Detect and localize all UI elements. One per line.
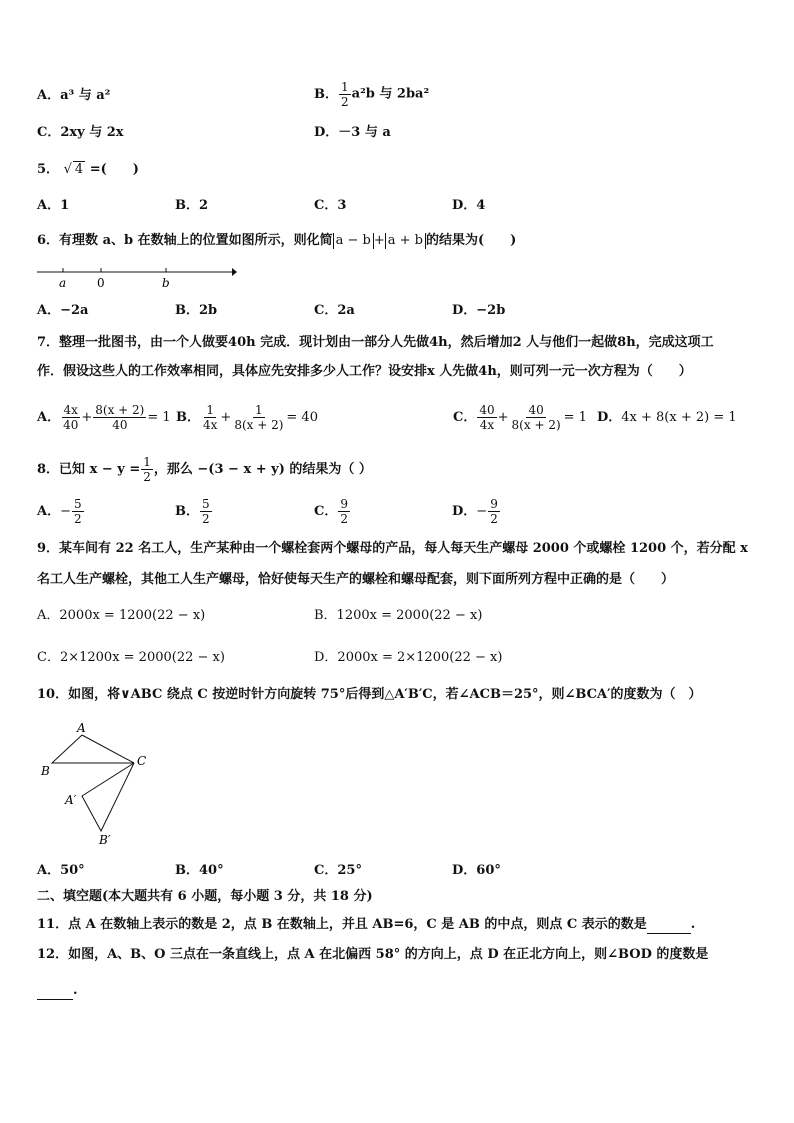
q5-stem [37,161,139,178]
q7-b-letter: B． [176,410,200,425]
q7-b-plus: + [220,410,232,425]
q11-stem [37,917,695,934]
q6-plus: + [373,233,385,248]
q8-stem-mid: ，那么 −(3 − x + y) 的结果为（ ） [153,462,372,477]
q4-option-a [37,88,110,104]
section-heading-fill-in: 二、填空题(本大题共有 6 小题，每小题 3 分，共 18 分) [37,889,373,904]
q7-c-f2-num: 40 [528,403,544,417]
q8-b-num: 5 [202,497,210,511]
q5-number: 5． [37,162,60,177]
q11-answer-blank [647,917,691,934]
q6-stem [37,233,516,249]
axis-label-b: b [162,276,170,290]
q8-a-den: 2 [74,512,82,526]
label-A: A [77,721,86,735]
triangle-abc [52,735,134,763]
q6-abs-1: a − b [333,233,374,249]
q7-stem-line2: 作．假设这些人的工作效率相同，具体应先安排多少人工作？设安排x 人先做4h，则可列一元一次方程为（ ） [37,364,692,379]
q10-stem: 10．如图，将∨ABC 绕点 C 按逆时针方向旋转 75°后得到△A′B′C，若∠ACB＝25°，则∠BCA′的度数为（ ） [37,687,702,702]
q7-b-f2-den: 8(x + 2) [234,418,284,432]
q8-c-letter: C． [314,504,338,519]
axis-label-0: 0 [97,276,105,290]
q4-d-text: －3 与 a [338,125,391,140]
q8-d-letter: D． [452,504,477,519]
q7-c-f1-num: 40 [479,403,495,417]
q8-frac-den: 2 [143,470,151,484]
q9-stem-line2: 名工人生产螺栓，其他工人生产螺母，恰好使每天生产的螺栓和螺母配套，则下面所列方程中正确的是（ ） [37,572,675,587]
q7-b-f1-den: 4x [203,418,218,432]
q8-option-c [314,494,351,530]
q4-b-num: 1 [341,80,349,94]
q8-d-den: 2 [490,512,498,526]
label-C: C [137,754,147,768]
q8-a-sign: − [60,504,71,519]
q6-option-b: B．2b [175,303,218,318]
q4-a-text: a³ 与 a² [60,88,111,103]
q4-option-c [37,125,124,141]
q9-option-a: A．2000x = 1200(22 − x) [37,608,206,623]
q7-a-f2-num: 8(x + 2) [95,403,145,417]
q7-c-f1-den: 4x [479,418,495,432]
q7-d-letter: D． [597,410,622,425]
q7-option-d [597,398,737,438]
q7-b-f1-num: 1 [206,403,215,417]
label-A-prime: A′ [65,793,77,807]
q4-b-fraction [339,80,351,109]
q7-a-f2-den: 40 [112,418,128,432]
q6-stem-tail: 的结果为( ) [426,233,517,248]
q8-b-den: 2 [202,512,210,526]
q5-radicand: 4 [74,162,84,177]
q12-stem: 12．如图，A、B、O 三点在一条直线上，点 A 在北偏西 58° 的方向上，点 D 在正北方向上，则∠BOD 的度数是 [37,947,709,962]
arrow-right-icon [232,268,237,276]
q4-option-b [314,80,429,109]
q9-option-b: B．1200x = 2000(22 − x) [314,608,483,623]
q8-c-den: 2 [340,512,348,526]
q6-number-line [37,262,237,292]
q8-option-d [452,494,501,530]
q5-option-b: B．2 [175,198,209,213]
q8-frac-num: 1 [143,455,151,469]
q5-option-c: C．3 [314,198,347,213]
q6-option-d: D．−2b [452,303,506,318]
q8-a-letter: A． [37,504,61,519]
label-B-prime: B′ [99,833,111,847]
q9-option-c: C．2×1200x = 2000(22 − x) [37,650,225,665]
q8-d-sign: − [476,504,488,519]
q10-rotation-figure [37,718,167,848]
q9-stem-line1: 9．某车间有 22 名工人，生产某种由一个螺栓套两个螺母的产品，每人每天生产螺母 2000 个或螺栓 1200 个，若分配 x [37,541,748,556]
sqrt-sign-icon: √ [63,162,72,177]
q12-answer-line [37,983,78,1000]
q10-option-d: D．60° [452,863,501,878]
q4-b-letter: B． [314,86,338,102]
q6-option-c: C．2a [314,303,355,318]
q7-c-letter: C． [453,410,477,425]
q6-stem-head: 6．有理数 a、b 在数轴上的位置如图所示，则化简 [37,233,333,248]
q4-option-d [314,125,391,141]
q9-option-d: D．2000x = 2×1200(22 − x) [314,650,503,665]
q7-option-a [37,398,171,438]
q7-b-f2-num: 1 [255,403,263,417]
q7-option-c [453,398,587,438]
q8-a-num: 5 [74,497,82,511]
q8-stem [37,452,372,488]
q11-text: 11．点 A 在数轴上表示的数是 2，点 B 在数轴上，并且 AB=6，C 是 AB 的中点，则点 C 表示的数是 [37,917,647,932]
q8-d-num: 9 [490,497,498,511]
q5-tail: =( ) [89,162,139,177]
q12-tail: . [73,983,78,998]
q7-a-f1-num: 4x [63,403,78,417]
q7-option-b [176,398,318,438]
q6-abs-2: a + b [385,233,426,249]
q7-a-letter: A． [37,410,61,425]
q11-tail: . [690,917,696,932]
q4-c-letter: C． [37,125,61,140]
q7-a-eq: = 1 [147,410,171,425]
q7-stem-line1: 7．整理一批图书，由一个人做要40h 完成．现计划由一部分人先做4h，然后增加2 人与他们一起做8h，完成这项工 [37,335,714,350]
q4-b-den: 2 [341,95,349,109]
q4-c-text: 2xy 与 2x [60,125,124,140]
triangle-a1b1c [82,763,134,831]
q10-option-c: C．25° [314,863,362,878]
q7-d-expr: 4x + 8(x + 2) = 1 [621,410,737,425]
q7-b-eq: = 40 [286,410,318,425]
q7-c-f2-den: 8(x + 2) [511,418,561,432]
q8-option-a [37,494,85,530]
q4-b-text: a²b 与 2ba² [351,86,430,102]
q4-d-letter: D． [314,125,339,140]
q4-a-letter: A． [37,88,61,103]
q8-option-b [175,494,213,530]
q7-c-eq: = 1 [563,410,587,425]
q10-option-b: B．40° [175,863,224,878]
q8-b-letter: B． [175,504,199,519]
q5-option-d: D．4 [452,198,486,213]
label-B: B [41,764,50,778]
q7-a-f1-den: 40 [63,418,79,432]
q8-stem-head: 8．已知 x − y = [37,462,141,477]
q10-option-a: A．50° [37,863,85,878]
q7-c-plus: + [497,410,509,425]
axis-label-a: a [59,276,67,290]
q7-a-plus: + [81,410,93,425]
q5-option-a: A．1 [37,198,70,213]
q6-option-a: A．−2a [37,303,89,318]
q12-answer-blank [37,983,73,1000]
q8-c-num: 9 [340,497,348,511]
